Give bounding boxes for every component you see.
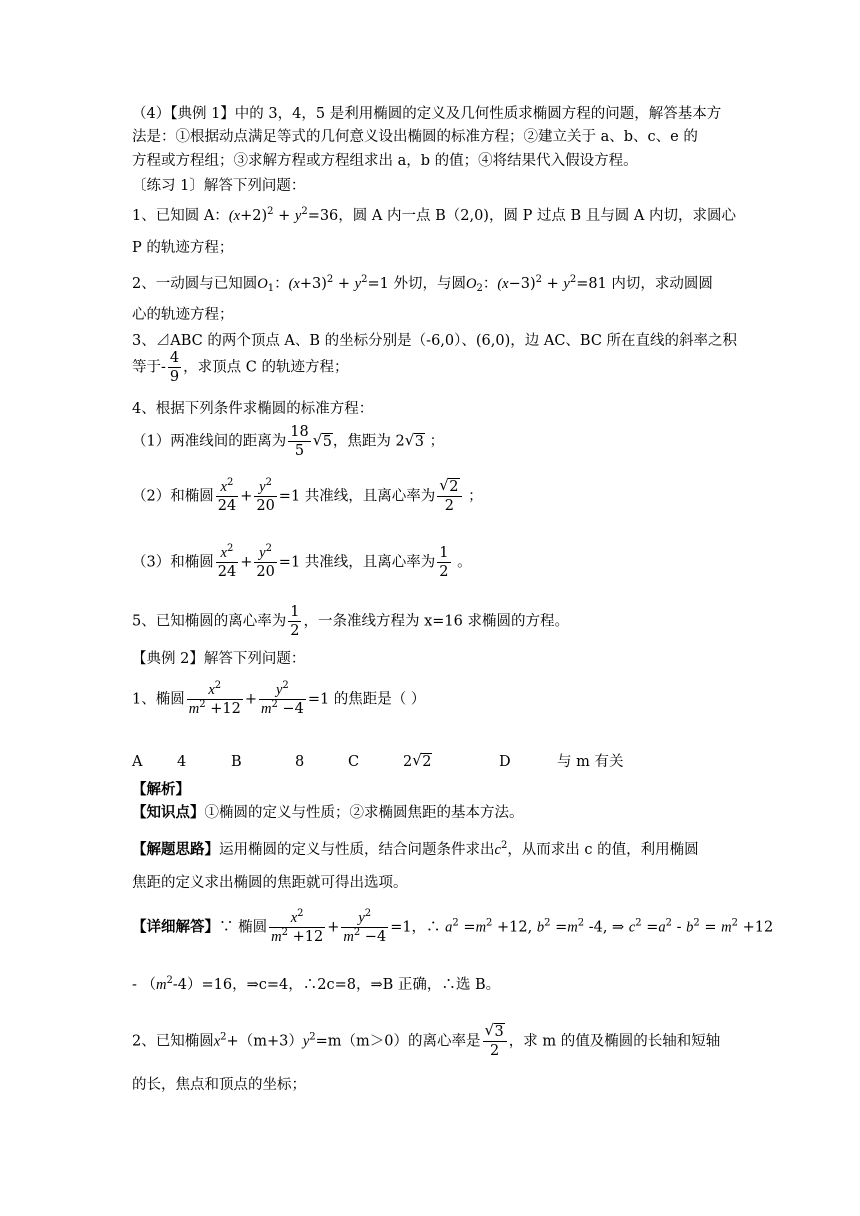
problem-1-line-2: P 的轨迹方程； (132, 240, 234, 256)
option-a-label: A (132, 754, 143, 770)
problem-4-2: （2）和椭圆 $\frac{x^2}{24}$ + $\frac{y^2}{20}$ =1 共准线，且离心率为 √ 2 2 ； (132, 476, 483, 514)
option-b-value: 8 (295, 754, 305, 770)
intro-line-3: 方程或方程组；③求解方程或方程组求出 a，b 的值；④将结果代入假设方程。 (132, 153, 638, 169)
solution-idea-line-1: 【解题思路】运用椭圆的定义与性质，结合问题条件求出$c^2$，从而求出 c 的值，利用椭圆 (132, 840, 699, 858)
problem-3-line-2: 等于- $\frac{4}{9}$ ，求顶点 C 的轨迹方程； (132, 350, 349, 385)
practice-heading: 〔练习 1〕解答下列问题： (132, 178, 306, 194)
problem-4-heading: 4、根据下列条件求椭圆的标准方程： (132, 401, 374, 417)
problem-2-line-2: 心的轨迹方程； (132, 307, 234, 323)
example-2-heading: 【典例 2】解答下列问题： (132, 651, 306, 667)
option-c-value: 2 √ 2 (403, 751, 432, 770)
option-d-value: 与 m 有关 (557, 754, 624, 770)
problem-3-line-1: 3、⊿ABC 的两个顶点 A、B 的坐标分别是（-6,0）、(6,0)，边 AC、BC 所在直线的斜率之积 (132, 333, 738, 349)
detailed-solution-line-1: 【详细解答】∵ 椭圆 $\frac{x^2}{m^2 +12}$ + $\frac{y^2}{m^2 -4}$ =1，∴ $a^2 =m^2 +12$, $b^2 =m^2$ -4, ⇒ $c^2 =a^2 - b^2 = m^2 +12$ (132, 908, 774, 945)
intro-line-2: 法是：①根据动点满足等式的几何意义设出椭圆的标准方程；②建立关于 a、b、c、e 的 (132, 129, 698, 145)
detailed-solution-line-2: - $(m^2-4)=16$，⇒c=4，∴2c=8，⇒B 正确，∴选 B。 (132, 975, 501, 993)
problem-1-line-1: 1、已知圆 A：$(x+2)^2 + y^2=36$，圆 A 内一点 B（2,0)，圆 P 过点 B 且与圆 A 内切，求圆心 (132, 206, 736, 224)
question-1: 1、椭圆 $\frac{x^2}{m^2 +12}$ + $\frac{y^2}{m^2 -4}$ =1 的焦距是（ ） (132, 680, 426, 717)
knowledge-point: 【知识点】①椭圆的定义与性质；②求椭圆焦距的基本方法。 (132, 804, 524, 821)
question-2-line-1: 2、已知椭圆$x^2+(m+3)y^2=m(m>0)$的离心率是 √ 3 2 ，求 m 的值及椭圆的长轴和短轴 (132, 1021, 721, 1059)
problem-5: 5、已知椭圆的离心率为 $\frac{1}{2}$ ，一条准线方程为 x=16 求椭圆的方程。 (132, 604, 569, 639)
analysis-heading: 【解析】 (132, 781, 190, 798)
option-d-label: D (499, 754, 511, 770)
question-2-line-2: 的长，焦点和顶点的坐标； (132, 1077, 306, 1093)
problem-4-1: （1）两准线间的距离为 $\frac{18}{5}$ √ 5，焦距为 2 √ 3 ； (132, 424, 445, 459)
solution-idea-line-2: 焦距的定义求出椭圆的焦距就可得出选项。 (132, 875, 408, 891)
option-a-value: 4 (177, 754, 187, 770)
option-c-label: C (348, 754, 360, 770)
intro-line-1: （4）【典例 1】中的 3，4，5 是利用椭圆的定义及几何性质求椭圆方程的问题，解答基本方 (132, 106, 722, 122)
problem-4-3: （3）和椭圆 $\frac{x^2}{24}$ + $\frac{y^2}{20}$ =1 共准线，且离心率为 $\frac{1}{2}$ 。 (132, 543, 472, 580)
option-b-label: B (231, 754, 242, 770)
problem-2-line-1: 2、一动圆与已知圆$O_1$：$(x+3)^2 + y^2=1$ 外切，与圆$O_2$：$(x-3)^2 + y^2=81$ 内切，求动圆圆 (132, 274, 713, 294)
